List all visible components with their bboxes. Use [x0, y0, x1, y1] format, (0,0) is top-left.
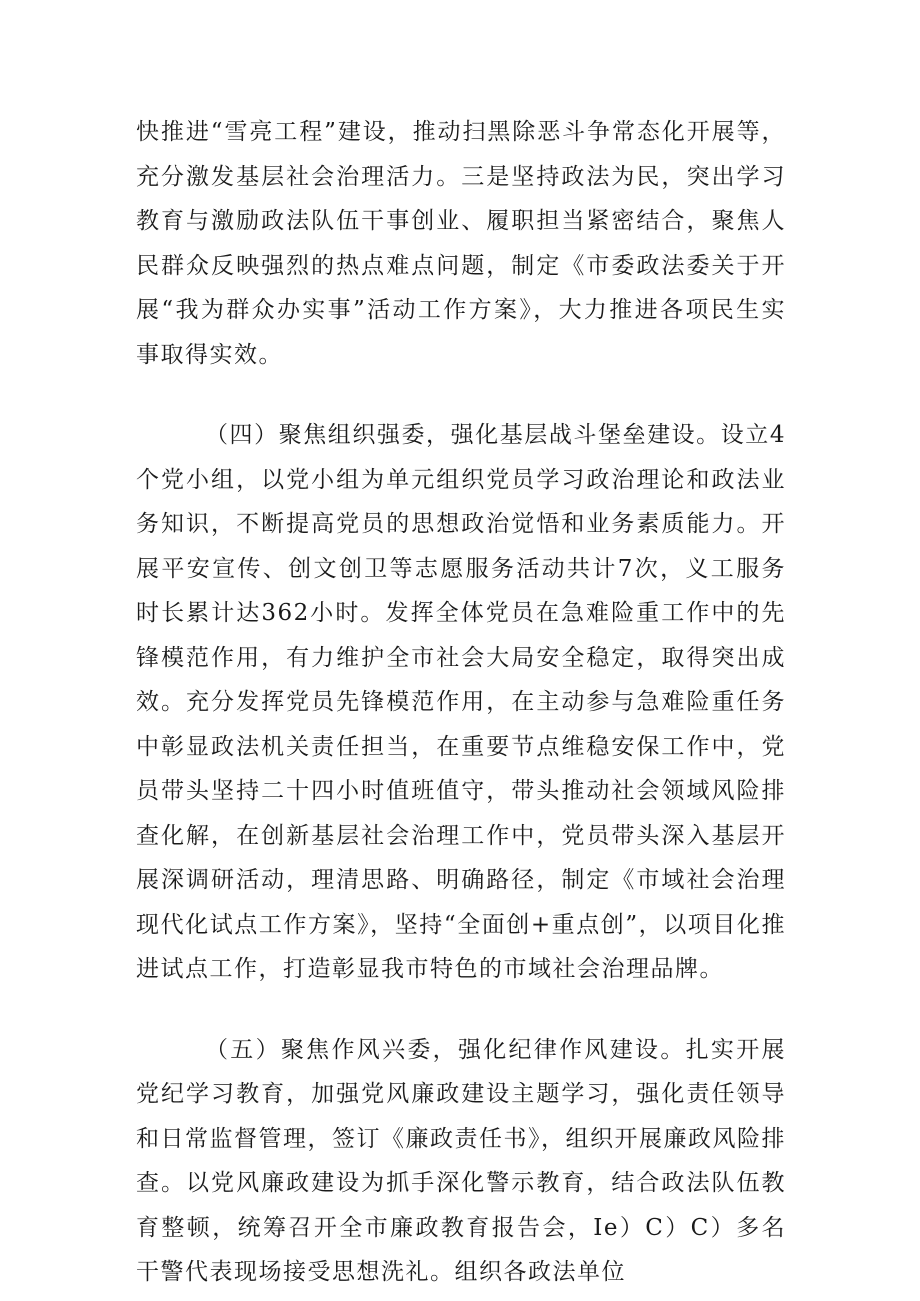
paragraph-continued: 快推进“雪亮工程”建设，推动扫黑除恶斗争常态化开展等，充分激发基层社会治理活力。三是坚持政法为民，突出学习教育与激励政法队伍干事创业、履职担当紧密结合，聚焦人民群众反映强烈的热点难点问题，制定《市委政法委关于开展“我为群众办实事”活动工作方案》，大力推进各项民生实事取得实效。: [136, 119, 786, 368]
paragraph-section-four: （四）聚焦组织强委，强化基层战斗堡垒建设。设立4个党小组，以党小组为单元组织党员学习政治理论和政法业务知识，不断提高党员的思想政治觉悟和业务素质能力。开展平安宣传、创文创卫等志愿服务活动共计7次，义工服务时长累计达362小时。发挥全体党员在急难险重工作中的先锋模范作用，有力维护全市社会大局安全稳定，取得突出成效。充分发挥党员先锋模范作用，在主动参与急难险重任务中彰显政法机关责任担当，在重要节点维稳安保工作中，党员带头坚持二十四小时值班值守，带头推动社会领域风险排查化解，在创新基层社会治理工作中，党员带头深入基层开展深调研活动，理清思路、明确路径，制定《市域社会治理现代化试点工作方案》，坚持“全面创+重点创”，以项目化推进试点工作，打造彰显我市特色的市域社会治理品牌。: [136, 422, 786, 982]
paragraph-section-five: （五）聚焦作风兴委，强化纪律作风建设。扎实开展党纪学习教育，加强党风廉政建设主题学习，强化责任领导和日常监督管理，签订《廉政责任书》，组织开展廉政风险排查。以党风廉政建设为抓手深化警示教育，结合政法队伍教育整顿，统筹召开全市廉政教育报告会，Ie）C）C）多名干警代表现场接受思想洗礼。组织各政法单位: [136, 1036, 786, 1285]
document-body: [136, 110, 786, 1295]
